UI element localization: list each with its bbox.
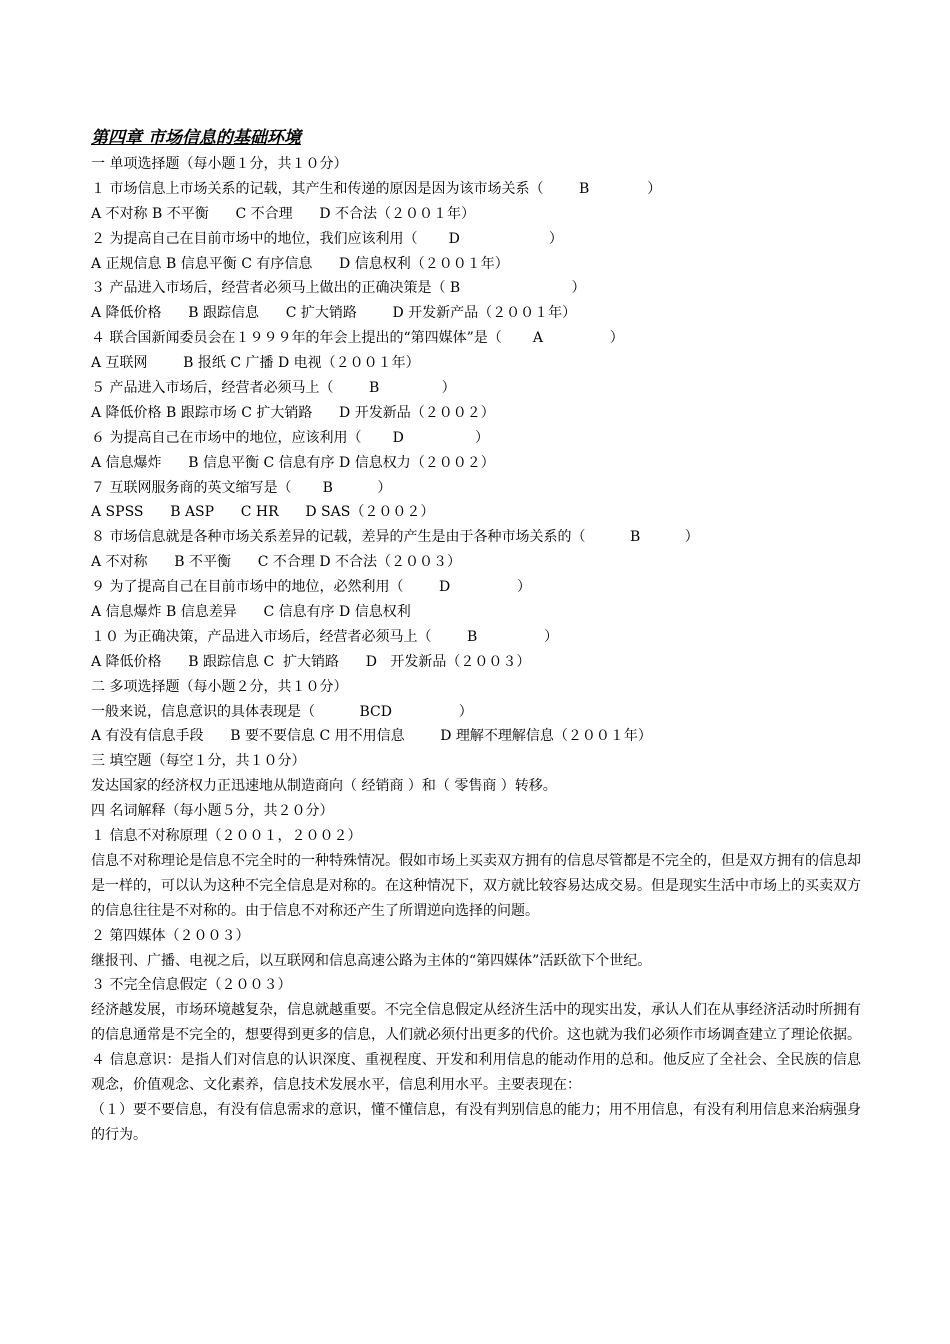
question-5: ５ 产品进入市场后，经营者必须马上（ B ） — [91, 380, 456, 397]
question-2-options: A 正规信息 B 信息平衡 C 有序信息 D 信息权利（２００１年） — [91, 255, 509, 272]
question-1: １ 市场信息上市场关系的记载，其产生和传递的原因是因为该市场关系（ B ） — [91, 180, 662, 197]
question-4: ４ 联合国新闻委员会在１９９９年的年会上提出的“第四媒体”是（ A ） — [91, 330, 624, 347]
section4-heading: 四 名词解释（每小题５分，共２０分） — [91, 803, 334, 820]
question-3-options: A 降低价格 B 跟踪信息 C 扩大销路 D 开发新产品（２００１年） — [91, 305, 577, 322]
term-3-heading: ３ 不完全信息假定（２００３） — [91, 977, 292, 994]
question-8: ８ 市场信息就是各种市场关系差异的记载，差异的产生是由于各种市场关系的（ B ） — [91, 529, 699, 546]
fill-blank-question: 发达国家的经济权力正迅速地从制造商向（ 经销商 ）和（ 零售商 ）转移。 — [91, 778, 557, 795]
section2-heading: 二 多项选择题（每小题２分，共１０分） — [91, 678, 348, 695]
question-6: ６ 为提高自己在市场中的地位，应该利用（ D ） — [91, 429, 490, 446]
multi-question: 一般来说，信息意识的具体表现是（ BCD ） — [91, 703, 473, 720]
term-1-body: 信息不对称理论是信息不完全时的一种特殊情况。假如市场上买卖双方拥有的信息尽管都是不完全的，但是双方拥有的信息却是一样的，可以认为这种不完全信息是对称的。在这种情况下，双方就比较容易达成交易。但是现实生活中市场上的买卖双方的信息往往是不对称的。由于信息不对称还产生了所谓逆向选择的问题。 — [91, 852, 861, 919]
term-4-detail: （１）要不要信息，有没有信息需求的意识，懂不懂信息，有没有判别信息的能力；用不用信息，有没有利用信息来治病强身的行为。 — [91, 1101, 861, 1143]
section3-heading: 三 填空题（每空１分，共１０分） — [91, 753, 306, 770]
term-3-body: 经济越发展，市场环境越复杂，信息就越重要。不完全信息假定从经济生活中的现实出发，承认人们在从事经济活动时所拥有的信息通常是不完全的，想要得到更多的信息，人们就必须付出更多的代价。这也就为我们必须作市场调查建立了理论依据。 — [91, 1002, 861, 1044]
question-10-options: A 降低价格 B 跟踪信息 C 扩大销路 D 开发新品（２００３） — [91, 653, 531, 670]
term-2-body: 继报刊、广播、电视之后，以互联网和信息高速公路为主体的“第四媒体”活跃欲下个世纪。 — [91, 952, 652, 969]
question-2: ２ 为提高自己在目前市场中的地位，我们应该利用（ D ） — [91, 230, 563, 247]
multi-question-options: A 有没有信息手段 B 要不要信息 C 用不用信息 D 理解不理解信息（２００１年） — [91, 728, 652, 745]
term-2-heading: ２ 第四媒体（２００３） — [91, 927, 250, 944]
line-list — [91, 152, 861, 774]
question-1-options: A 不对称 B 不平衡 C 不合理 D 不合法（２００１年） — [91, 205, 475, 222]
question-7-options: A SPSS B ASP C HR D SAS（２００２） — [91, 504, 435, 521]
question-4-options: A 互联网 B 报纸 C 广播 D 电视（２００１年） — [91, 355, 420, 372]
question-6-options: A 信息爆炸 B 信息平衡 C 信息有序 D 信息权力（２００２） — [91, 454, 495, 471]
question-7: ７ 互联网服务商的英文缩写是（ B ） — [91, 479, 392, 496]
question-3: ３ 产品进入市场后，经营者必须马上做出的正确决策是（ B ） — [91, 280, 586, 297]
question-8-options: A 不对称 B 不平衡 C 不合理 D 不合法（２００３） — [91, 554, 461, 571]
term-4-body: ４ 信息意识：是指人们对信息的认识深度、重视程度、开发和利用信息的能动作用的总和。他反应了全社会、全民族的信息观念，价值观念、文化素养，信息技术发展水平，信息利用水平。主要表现在： — [91, 1052, 861, 1094]
section1-heading: 一 单项选择题（每小题１分，共１０分） — [91, 156, 348, 172]
question-9: ９ 为了提高自己在目前市场中的地位，必然利用（ D ） — [91, 579, 532, 596]
question-9-options: A 信息爆炸 B 信息差异 C 信息有序 D 信息权利 — [91, 604, 411, 621]
chapter-title: 第四章 市场信息的基础环境 — [91, 128, 301, 148]
term-1-heading: １ 信息不对称原理（２００１，２００２） — [91, 828, 362, 845]
question-10: １０ 为正确决策，产品进入市场后，经营者必须马上（ B ） — [91, 628, 559, 645]
document-page — [91, 124, 861, 1148]
question-5-options: A 降低价格 B 跟踪市场 C 扩大销路 D 开发新品（２００２） — [91, 404, 495, 421]
